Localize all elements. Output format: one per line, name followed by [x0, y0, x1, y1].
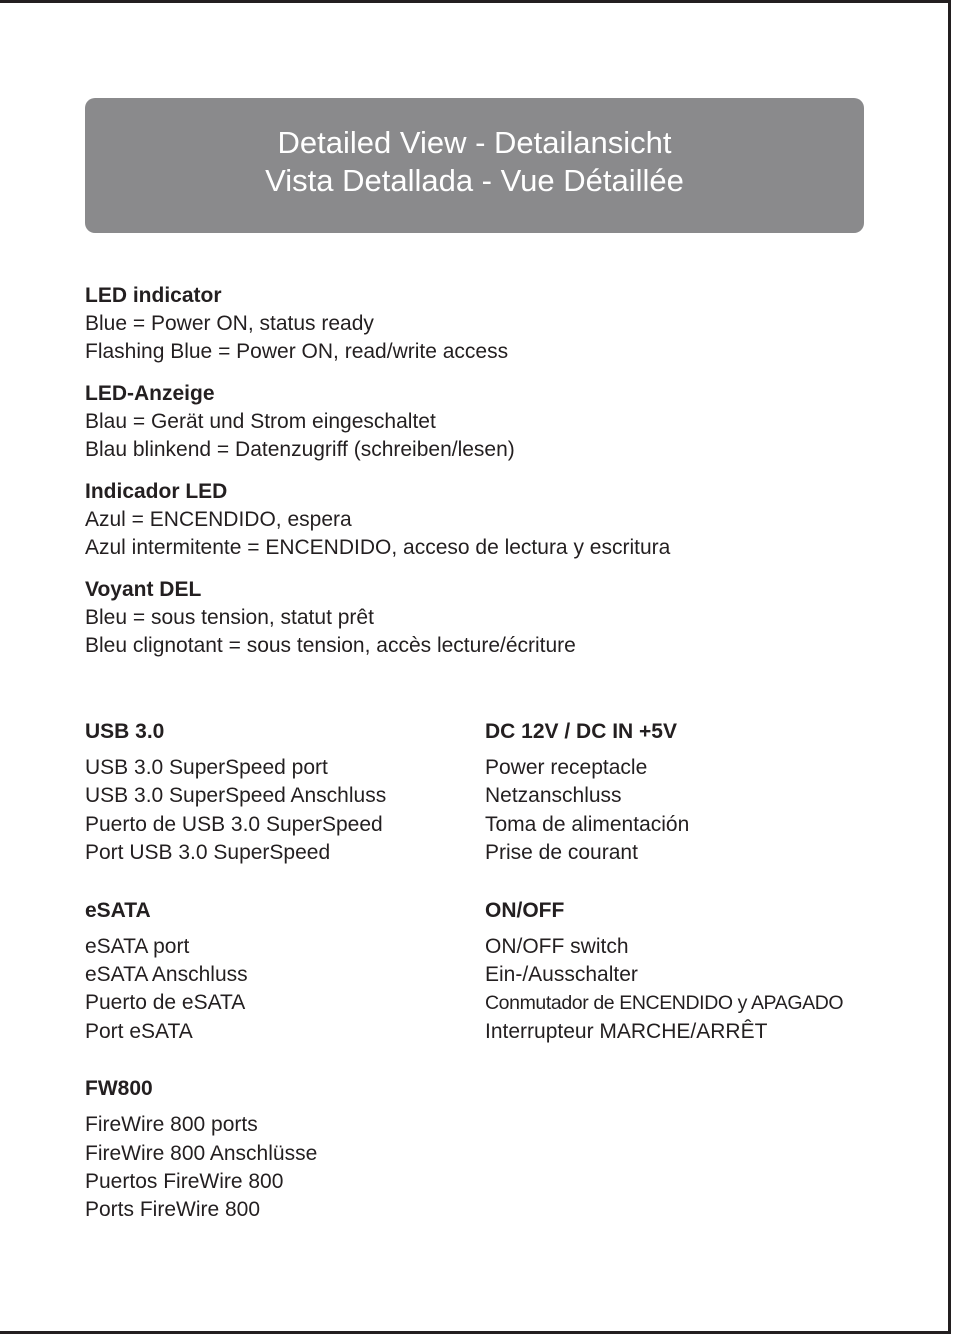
port-line: USB 3.0 SuperSpeed Anschluss — [85, 784, 387, 808]
port-line: Power receptacle — [485, 756, 648, 779]
port-group-power — [485, 718, 905, 868]
port-group-esata — [85, 897, 505, 1047]
header-title-line-2: Vista Detallada - Vue Détaillée — [265, 163, 684, 198]
port-line: FireWire 800 ports — [85, 1113, 258, 1137]
port-line: eSATA port — [85, 934, 190, 958]
ports-column-left — [85, 718, 505, 1254]
port-line: Puerto de eSATA — [85, 991, 246, 1015]
port-group-onoff — [485, 897, 905, 1047]
led-line: Blau blinkend = Datenzugriff (schreiben/lesen) — [85, 438, 515, 461]
port-line: Netzanschluss — [485, 784, 622, 808]
port-line: ON/OFF switch — [485, 934, 629, 958]
header-title-line-1: Detailed View - Detailansicht — [277, 125, 672, 160]
port-line: Port USB 3.0 SuperSpeed — [85, 841, 331, 865]
port-line: Puerto de USB 3.0 SuperSpeed — [85, 812, 383, 836]
port-group-title: eSATA — [85, 898, 151, 922]
port-line: Ein-/Ausschalter — [485, 963, 638, 987]
port-line: Interrupteur MARCHE/ARRÊT — [485, 1019, 768, 1043]
port-group-title: DC 12V / DC IN +5V — [485, 720, 677, 743]
header-banner — [85, 98, 864, 233]
port-line: Puertos FireWire 800 — [85, 1170, 284, 1194]
port-line: eSATA Anschluss — [85, 963, 248, 987]
port-group-title: USB 3.0 — [85, 720, 165, 743]
port-group-title: FW800 — [85, 1077, 153, 1101]
led-group-german — [85, 380, 885, 464]
port-line: Port eSATA — [85, 1019, 193, 1043]
port-line: Toma de alimentación — [485, 812, 690, 836]
port-group-fw800 — [85, 1075, 505, 1225]
led-line: Blau = Gerät und Strom eingeschaltet — [85, 410, 436, 433]
led-line: Bleu clignotant = sous tension, accès lecture/écriture — [85, 634, 576, 657]
led-group-spanish — [85, 478, 885, 562]
port-line: Ports FireWire 800 — [85, 1198, 261, 1222]
led-group-title: Voyant DEL — [85, 578, 202, 601]
port-line: FireWire 800 Anschlüsse — [85, 1141, 318, 1165]
led-group-title: LED indicator — [85, 284, 222, 307]
port-line: Conmutador de ENCENDIDO y APAGADO — [485, 992, 844, 1015]
led-line: Azul intermitente = ENCENDIDO, acceso de lectura y escritura — [85, 536, 671, 559]
led-line: Blue = Power ON, status ready — [85, 312, 374, 335]
port-line: Prise de courant — [485, 841, 638, 865]
port-group-usb — [85, 718, 505, 868]
led-group-english — [85, 282, 885, 366]
led-line: Azul = ENCENDIDO, espera — [85, 508, 352, 531]
led-group-title: Indicador LED — [85, 480, 228, 503]
led-group-french — [85, 576, 885, 660]
led-line: Flashing Blue = Power ON, read/write access — [85, 340, 509, 363]
ports-column-right — [485, 718, 905, 1075]
port-group-title: ON/OFF — [485, 898, 565, 922]
led-indicator-section — [85, 282, 885, 674]
port-line: USB 3.0 SuperSpeed port — [85, 756, 328, 779]
led-group-title: LED-Anzeige — [85, 382, 215, 405]
led-line: Bleu = sous tension, statut prêt — [85, 606, 374, 629]
